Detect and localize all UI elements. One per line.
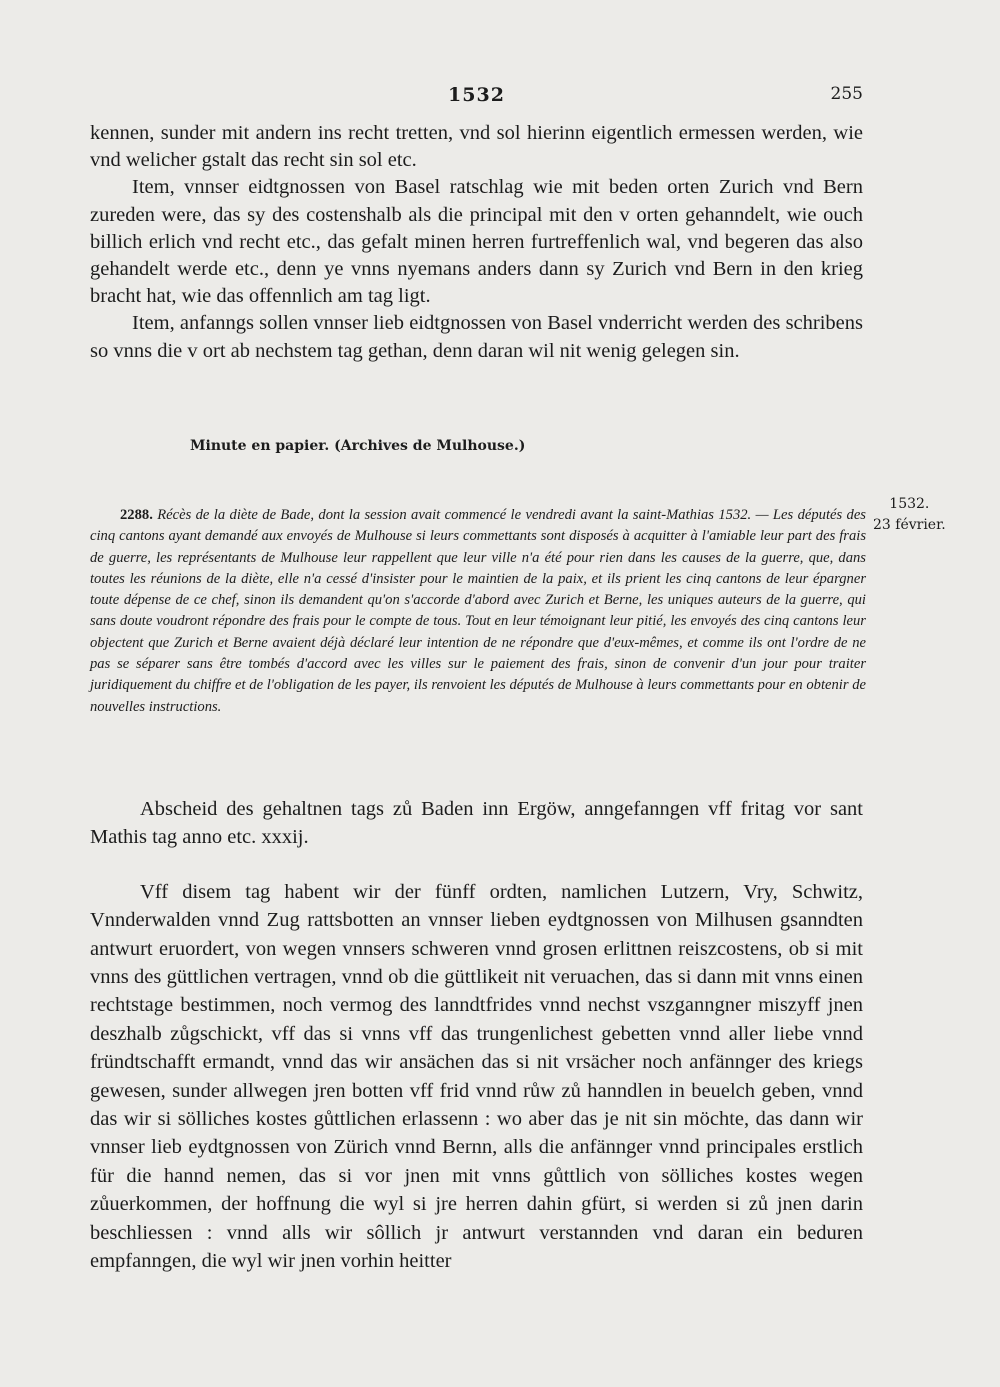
running-header — [90, 84, 863, 114]
entry-number: 2288. — [120, 507, 153, 523]
paragraph: Vff disem tag habent wir der fünff ordten, namlichen Lutzern, Vry, Schwitz, Vnnderwalden vnnd Zug rattsbotten an vnnser lieben eydtgnossen von Milhusen gsanndten antwurt eruordert, von wegen vnnsers schweren vnnd grosen erlittnen reiszcostens, ob si mit vnns des güttlichen vertragen, vnnd ob die güttlikeit nit veruachen, das si dann mit vnns einen rechtstage bestimmen, noch vermog des lanndtfrides vnnd nechst vszganngner miszyff jnen deszhalb zůgschickt, vff das si vnns vff das trungenlichest gebetten vnnd aller liebe vnnd fründtschafft ermandt, vnnd das wir ansächen das si nit vrsächer noch anfännger des kriegs gewesen, sunder allwegen jren botten vff frid vnnd růw zů hanndlen in beuelch geben, vnnd das wir si sölliches kostes gůttlichen erlassenn : wo aber das je nit sin möchte, das dann wir vnnser lieb eydtgnossen von Zürich vnnd Bernn, alls die anfännger vnnd principales erstlich für die hannd nemen, das si vor jnen mit vnns gůttlich von sölliches kostes wegen zůuerkommen, der hoffnung die wyl si jre herren dahin gfürt, si werden si zů jnen darin beschliessen : vnnd alls wir sôllich jr antwurt verstannden vnd daran ein beduren empfanngen, die wyl wir jnen vorhin heitter — [90, 880, 863, 1273]
margin-year: 1532. — [889, 496, 930, 512]
recess-text — [90, 795, 863, 1276]
entry-summary — [90, 505, 866, 718]
paragraph: Item, anfanngs sollen vnnser lieb eidtgnossen von Basel vnderricht werden des schribens so vnns die v ort ab nechstem tag gethan, denn daran wil nit wenig gelegen sin. — [90, 312, 863, 362]
margin-date — [873, 494, 946, 536]
intro-text — [90, 120, 863, 365]
margin-day: 23 février. — [873, 517, 946, 533]
page-number: 255 — [830, 84, 863, 104]
paragraph: Abscheid des gehaltnen tags zů Baden inn Ergöw, anngefanngen vff fritag vor sant Mathis tag anno etc. xxxij. — [90, 798, 863, 849]
source-note: Minute en papier. (Archives de Mulhouse.) — [190, 438, 526, 454]
paragraph: Item, vnnser eidtgnossen von Basel ratschlag wie mit beden orten Zurich vnd Bern zureden were, das sy des costenshalb als die principal mit den v orten gehanndelt, wie ouch billich erlich vnd recht etc., das gefalt minen herren furtreffenlich wal, vnd begeren das also gehandelt werde etc., denn ye vnns nyemans anders dann sy Zurich vnd Bern in den krieg bracht hat, wie das offennlich am tag ligt. — [90, 176, 863, 308]
entry-summary-text: Récès de la diète de Bade, dont la session avait commencé le vendredi avant la saint-Mathias 1532. — Les députés des cinq cantons ayant demandé aux envoyés de Mulhouse si leurs commettants sont disposés à acquitter à l'amiable leur part des frais de guerre, les représentants de Mulhouse leur rappellent que leur ville n'a été pour rien dans les causes de la guerre, que, dans toutes les réunions de la diète, elle n'a cessé d'insister pour le maintien de la paix, et ils prient les cinq cantons de leur épargner toute dépense de ce chef, sinon ils demandent qu'on s'accorde d'abord avec Zurich et Berne, les uniques auteurs de la guerre, qui sans doute voudront répondre des frais pour le compte de tous. Tout en leur témoignant leur pitié, les envoyés des cinq cantons leur objectent que Zurich et Berne avaient déjà déclaré leur intention de ne répondre que d'eux-mêmes, et comme ils ont l'ordre de ne pas se séparer sans être tombés d'accord avec les villes sur le paiement des frais, sinon de convenir d'un jour pour traiter juridiquement du chiffre et de l'obligation de les payer, ils renvoient les députés de Mulhouse à leurs commettants pour en obtenir de nouvelles instructions. — [90, 507, 866, 715]
header-year: 1532 — [448, 84, 505, 106]
paragraph: kennen, sunder mit andern ins recht tretten, vnd sol hierinn eigentlich ermessen werden, wie vnd welicher gstalt das recht sin sol etc. — [90, 122, 863, 172]
